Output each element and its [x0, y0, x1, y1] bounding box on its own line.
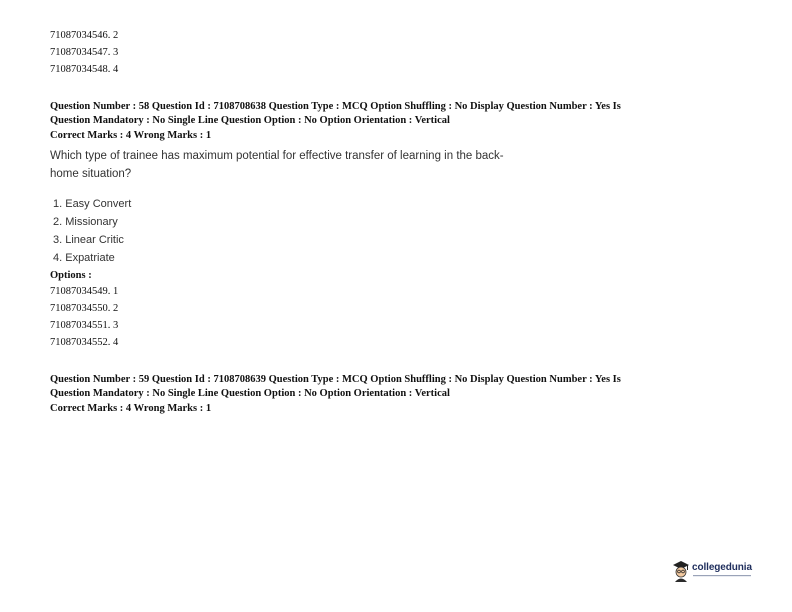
q58-text-line1: Which type of trainee has maximum potential for effective transfer of learning in the back-	[50, 150, 504, 162]
q58-header-line2: Question Mandatory : No Single Line Question Option : No Option Orientation : Vertical	[50, 115, 450, 126]
q58-choice-4: 4. Expatriate	[53, 252, 115, 264]
q58-options-label: Options :	[50, 270, 92, 281]
q58-text-line2: home situation?	[50, 168, 132, 180]
q59-header-line2: Question Mandatory : No Single Line Question Option : No Option Orientation : Vertical	[50, 388, 450, 399]
logo-tagline-mark	[693, 575, 751, 577]
q59-header-line1: Question Number : 59 Question Id : 7108708639 Question Type : MCQ Option Shuffling : No Display Question Number : Yes Is	[50, 374, 621, 385]
q58-option-3: 71087034551. 3	[50, 320, 119, 331]
prev-option-3: 71087034548. 4	[50, 64, 119, 75]
logo-text: collegedunia	[692, 562, 752, 573]
q58-choice-3: 3. Linear Critic	[53, 234, 124, 246]
prev-option-2: 71087034547. 3	[50, 47, 119, 58]
q58-choice-2: 2. Missionary	[53, 216, 118, 228]
q59-marks: Correct Marks : 4 Wrong Marks : 1	[50, 403, 212, 414]
q58-option-4: 71087034552. 4	[50, 337, 119, 348]
q58-marks: Correct Marks : 4 Wrong Marks : 1	[50, 130, 212, 141]
mascot-icon	[672, 560, 690, 582]
q58-choice-1: 1. Easy Convert	[53, 198, 132, 210]
prev-option-1: 71087034546. 2	[50, 30, 119, 41]
q58-option-1: 71087034549. 1	[50, 286, 119, 297]
q58-option-2: 71087034550. 2	[50, 303, 119, 314]
q58-header-line1: Question Number : 58 Question Id : 7108708638 Question Type : MCQ Option Shuffling : No Display Question Number : Yes Is	[50, 101, 621, 112]
collegedunia-logo	[672, 558, 758, 584]
